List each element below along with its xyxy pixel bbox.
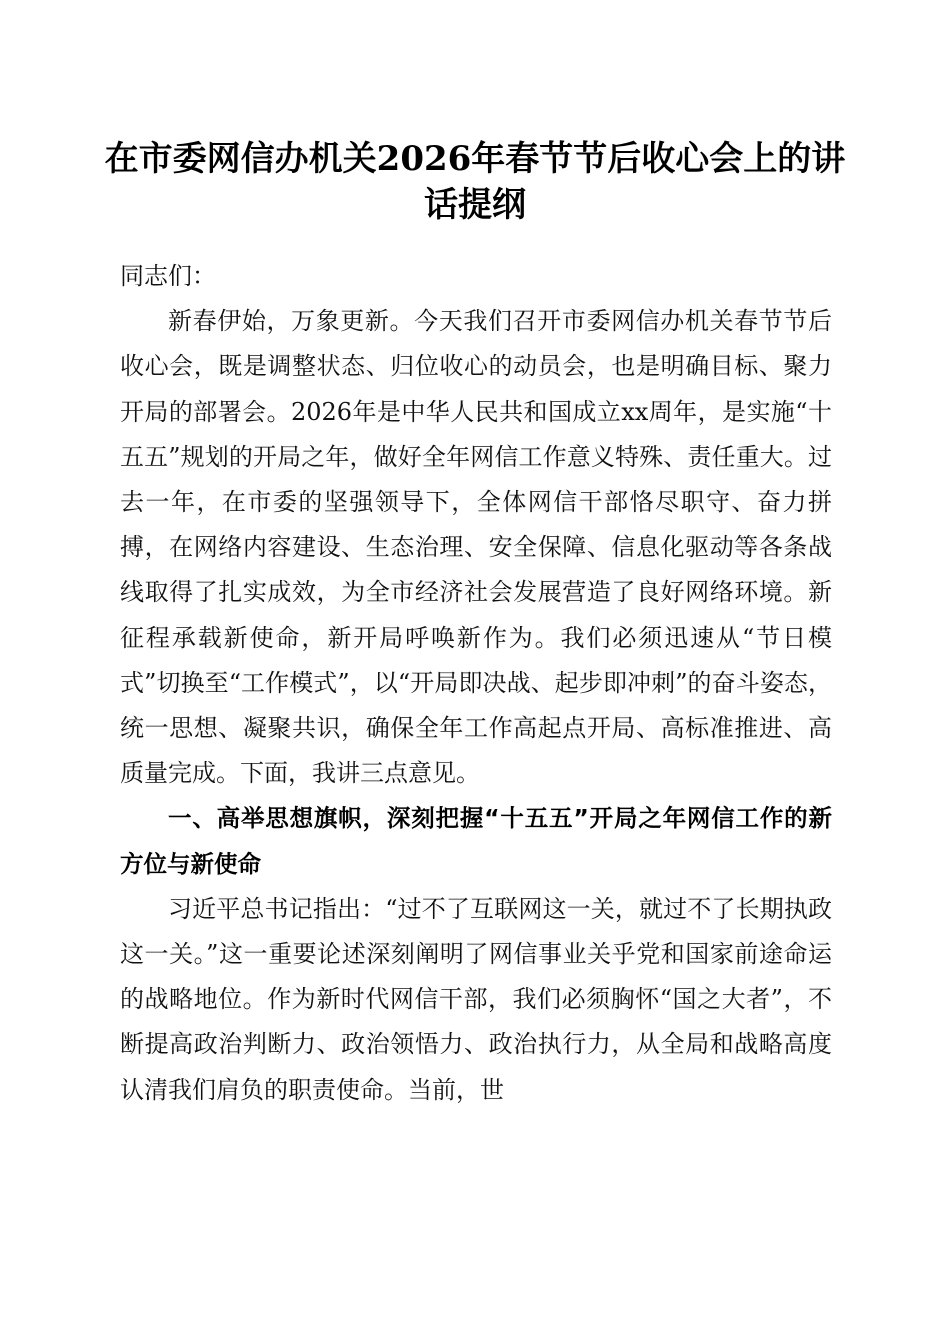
section-heading-1: 一、高举思想旗帜，深刻把握“十五五”开局之年网信工作的新方位与新使命 xyxy=(120,804,832,878)
document-body xyxy=(120,254,832,1113)
paragraph-intro: 新春伊始，万象更新。今天我们召开市委网信办机关春节节后收心会，既是调整状态、归位收心的动员会，也是明确目标、聚力开局的部署会。2026年是中华人民共和国成立xx周年，是实施“十五五”规划的开局之年，做好全年网信工作意义特殊、责任重大。过去一年，在市委的坚强领导下，全体网信干部恪尽职守、奋力拼搏，在网络内容建设、生态治理、安全保障、信息化驱动等各条战线取得了扎实成效，为全市经济社会发展营造了良好网络环境。新征程承载新使命，新开局呼唤新作为。我们必须迅速从“节日模式”切换至“工作模式”，以“开局即决战、起步即冲刺”的奋斗姿态，统一思想、凝聚共识，确保全年工作高起点开局、高标准推进、高质量完成。下面，我讲三点意见。 xyxy=(120,307,832,788)
paragraph-section-1: 习近平总书记指出：“过不了互联网这一关，就过不了长期执政这一关。”这一重要论述深刻阐明了网信事业关乎党和国家前途命运的战略地位。作为新时代网信干部，我们必须胸怀“国之大者”，不断提高政治判断力、政治领悟力、政治执行力，从全局和战略高度认清我们肩负的职责使命。当前，世 xyxy=(120,894,832,1104)
salutation: 同志们： xyxy=(120,262,216,290)
document-title: 在市委网信办机关2026年春节节后收心会上的讲话提纲 xyxy=(104,139,846,225)
